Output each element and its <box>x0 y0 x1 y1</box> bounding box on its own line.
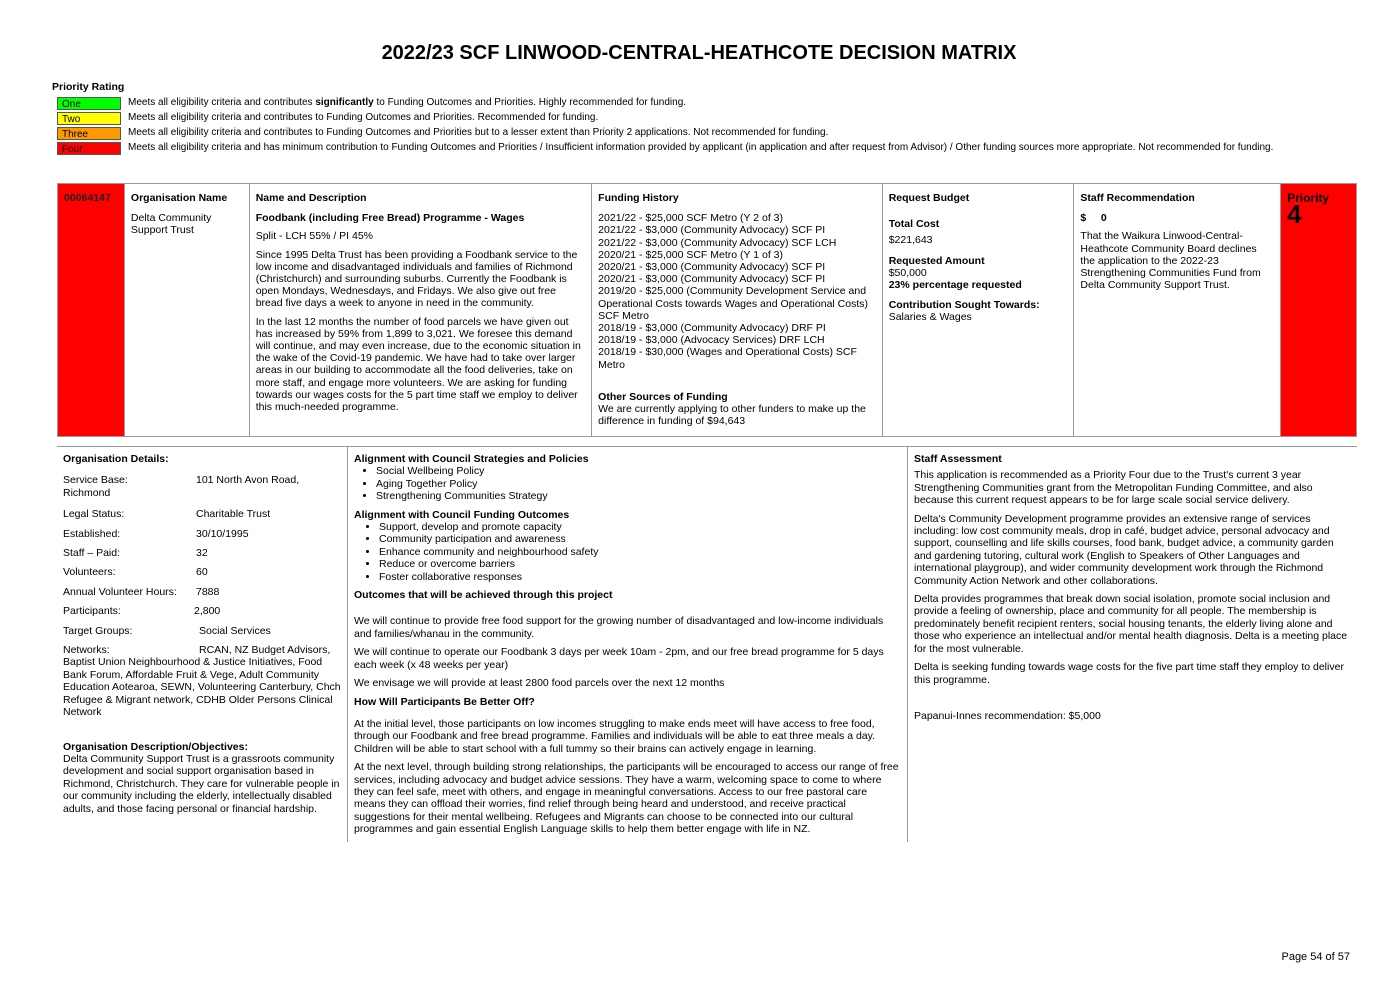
contribution-label: Contribution Sought Towards: <box>888 299 1040 312</box>
org-details-column <box>57 447 348 842</box>
better-off-p1: At the initial level, those participants on low incomes struggling to make ends meet will have access to free food, through our Foodbank and free bread programme. Families and individuals will be able to eat three meals a day. Children will be able to start school with a full tummy so their brains can actively engage in learning. <box>354 717 876 755</box>
legend-text-one-a: Meets all eligibility criteria and contributes <box>128 97 316 108</box>
funding-history-item: 2020/21 - $3,000 (Community Advocacy) SCF PI <box>598 273 826 286</box>
funding-history-item: 2018/19 - $3,000 (Community Advocacy) DRF PI <box>598 322 826 335</box>
funding-history-item: 2021/22 - $3,000 (Community Advocacy) SCF LCH <box>598 236 837 249</box>
volunteers-label: Volunteers: <box>63 566 116 579</box>
target-groups-value: Social Services <box>199 624 271 637</box>
legal-status-row <box>63 508 341 520</box>
org-name: Delta Community Support Trust <box>130 212 212 237</box>
strategy-item: • Aging Together Policy <box>376 478 901 490</box>
percentage-requested: 23% percentage requested <box>888 279 1022 292</box>
better-off-heading: How Will Participants Be Better Off? <box>354 695 535 708</box>
staff-recommendation-heading: Staff Recommendation <box>1080 192 1195 204</box>
staff-paid-label: Staff – Paid: <box>63 547 121 560</box>
strategies-list <box>354 465 901 502</box>
volunteers-row <box>63 566 341 578</box>
legal-status-label: Legal Status: <box>63 508 125 521</box>
application-row <box>57 183 1357 437</box>
priority-value: 4 <box>1287 199 1302 230</box>
outcome-item: • Community participation and awareness <box>379 533 901 545</box>
achieved-p1: We will continue to provide free food support for the growing number of disadvantaged and low-income individuals and families/whanau in the community. <box>354 615 884 640</box>
legend-row-one <box>57 97 1317 110</box>
networks-row <box>63 644 341 718</box>
priority-legend <box>57 97 1317 157</box>
achieved-p3: We envisage we will provide at least 2800 food parcels over the next 12 months <box>354 677 725 690</box>
legend-key-two: Two <box>57 112 121 125</box>
page-number: Page 54 of 57 <box>1281 951 1350 963</box>
page-title: 2022/23 SCF LINWOOD-CENTRAL-HEATHCOTE DECISION MATRIX <box>381 42 1017 64</box>
total-cost-label: Total Cost <box>888 218 940 231</box>
target-groups-row <box>63 625 341 637</box>
participants-label: Participants: <box>63 605 121 618</box>
funding-history-item: 2021/22 - $25,000 SCF Metro (Y 2 of 3) <box>598 212 783 225</box>
legend-row-two <box>57 112 1317 125</box>
legend-row-four <box>57 142 1317 155</box>
project-name: Foodbank (including Free Bread) Programme - Wages <box>255 212 525 225</box>
established-label: Established: <box>63 527 121 540</box>
requested-amount-label: Requested Amount <box>888 254 985 267</box>
assessment-p1: This application is recommended as a Priority Four due to the Trust's current 3 year Strengthening Communities grant from the Metropolitan Funding Committee, and also because this current request appears to be for large scale social service delivery. <box>914 469 1313 507</box>
org-description-heading: Organisation Description/Objectives: <box>63 740 248 753</box>
priority-rating-heading: Priority Rating <box>52 81 125 93</box>
application-id: 00064147 <box>58 184 125 436</box>
outcome-item: • Enhance community and neighbourhood safety <box>379 546 901 558</box>
funding-history-cell <box>592 184 883 436</box>
volunteer-hours-row <box>63 586 341 598</box>
assessment-p2: Delta's Community Development programme provides an extensive range of services including: low cost community meals, drop in café, budget advice, personal advocacy and support, counselling and life skills courses, food bank, budget advice, a community garden and gardening tutoring, cultural work (English to Speakers of Other Languages and international playgroup), and wider community development work through the Richmond Community Action Network and other collaborations. <box>914 512 1334 587</box>
total-cost-value: $221,643 <box>888 234 933 247</box>
legal-status-value: Charitable Trust <box>196 508 271 521</box>
funding-history-item: 2021/22 - $3,000 (Community Advocacy) SCF PI <box>598 224 826 237</box>
request-budget-cell <box>883 184 1075 436</box>
staff-recommendation-cell <box>1074 184 1281 436</box>
service-base-row <box>63 474 341 499</box>
outcome-item: • Foster collaborative responses <box>379 571 901 583</box>
strategies-heading: Alignment with Council Strategies and Policies <box>354 453 589 465</box>
funding-history-item: 2020/21 - $25,000 SCF Metro (Y 1 of 3) <box>598 248 783 261</box>
established-value: 30/10/1995 <box>196 527 249 540</box>
legend-row-three <box>57 127 1317 140</box>
description-heading: Name and Description <box>255 192 367 204</box>
requested-amount-value: $50,000 <box>888 266 927 279</box>
legend-text-two: Meets all eligibility criteria and contributes to Funding Outcomes and Priorities. Recommended for funding. <box>128 112 599 123</box>
staff-paid-row <box>63 547 341 559</box>
established-row <box>63 528 341 540</box>
outcomes-heading: Alignment with Council Funding Outcomes <box>354 508 570 521</box>
priority-cell <box>1281 184 1356 436</box>
org-details-heading: Organisation Details: <box>63 453 169 465</box>
funding-history-item: 2018/19 - $30,000 (Wages and Operational Costs) SCF Metro <box>598 346 857 371</box>
description-p2: In the last 12 months the number of food parcels we have given out has increased by 59% from 1,899 to 3,021. We foresee this demand will continue, and may even increase, due to the economic situation in the wake of the Covid-19 pandemic. We have had to take over larger areas in our building to accommodate all the food deliveries, take on more staff, and engage more volunteers. We are asking for funding towards our wages costs for the 5 part time staff we employ to deliver this much-needed programme. <box>255 315 581 414</box>
service-base-label: Service Base: <box>63 474 128 487</box>
description-p1: Since 1995 Delta Trust has been providing a Foodbank service to the low income and disadvantaged individuals and families of Richmond (Christchurch) and surrounding suburbs. Currently the Foodbank is open Mondays, Wednesdays, and Fridays. We also give out free bread five days a week to anyone in need in the community. <box>255 248 578 310</box>
better-off-p2: At the next level, through building strong relationships, the participants will be encouraged to access our range of free services, including advocacy and budget advice sessions. They have a warm, welcoming space to come to where they can feel safe, meet with others, and engage in meaningful conversations. Access to our free pastoral care means they can offload their worries, find relief through being heard and understood, and receive practical suggestions for their mental wellbeing. Refugees and Migrants can choose to be connected into our cultural programmes and gain essential English Language skills to help them better engage with life in NZ. <box>354 761 899 836</box>
outcomes-list <box>354 521 901 583</box>
other-sources-heading: Other Sources of Funding <box>598 390 728 403</box>
funding-history-item: 2018/19 - $3,000 (Advocacy Services) DRF LCH <box>598 334 825 347</box>
target-groups-label: Target Groups: <box>63 624 133 637</box>
networks-rest: Baptist Union Neighbourhood & Justice Initiatives, Food Bank Forum, Affordable Fruit & Vege, Adult Community Education Aotearoa, SEWN, Volunteering Canterbury, Chch Refugee & Migrant network, CDHB Older Persons Clinical Network <box>63 656 341 719</box>
staff-paid-value: 32 <box>196 547 208 560</box>
org-description: Delta Community Support Trust is a grassroots community development and social support organisation based in Richmond, Christchurch. They care for vulnerable people in our community including the elderly, intellectually disabled adults, and those facing personal or financial hardship. <box>63 752 340 815</box>
legend-text-three: Meets all eligibility criteria and contributes to Funding Outcomes and Priorities but to a lesser extent than Priority 2 applications. Not recommended for funding. <box>128 127 829 138</box>
legend-text-one <box>128 97 686 109</box>
split: Split - LCH 55% / PI 45% <box>255 230 374 243</box>
description-cell <box>250 184 592 436</box>
legend-key-three: Three <box>57 127 121 140</box>
volunteer-hours-value: 7888 <box>196 585 220 598</box>
achieved-p2: We will continue to operate our Foodbank 3 days per week 10am - 2pm, and our free bread programme for 5 days each week (x 48 weeks per year) <box>354 646 884 671</box>
request-budget-heading: Request Budget <box>888 192 970 204</box>
details-section <box>57 446 1357 842</box>
networks-label: Networks: <box>63 644 110 657</box>
networks-first: RCAN, NZ Budget Advisors, <box>199 644 331 657</box>
priority-label: Priority <box>1287 191 1330 205</box>
outcome-item: • Support, develop and promote capacity <box>379 521 901 533</box>
assessment-p3: Delta provides programmes that break down social isolation, promote social inclusion and provide a feeling of ownership, place and community for all people. The membership is predominately benefit recipient renters, social housing tenants, the elderly living alone and those who experience an intellectual and/or mental health diagnosis. Delta is a meeting place for the most vulnerable. <box>914 593 1348 655</box>
staff-assessment-column <box>908 447 1357 842</box>
legend-text-one-bold: significantly <box>315 97 374 108</box>
staff-assessment-heading: Staff Assessment <box>914 453 1002 465</box>
outcome-item: • Reduce or overcome barriers <box>379 558 901 570</box>
volunteers-value: 60 <box>196 566 208 579</box>
org-name-heading: Organisation Name <box>130 192 228 204</box>
assessment-p5: Papanui-Innes recommendation: $5,000 <box>914 709 1101 722</box>
participants-value: 2,800 <box>194 605 221 618</box>
strategy-item: • Strengthening Communities Strategy <box>376 490 901 502</box>
funding-history-item: 2019/20 - $25,000 (Community Development Service and Operational Costs towards Wages and Operational Costs) SCF Metro <box>598 285 868 322</box>
funding-history-heading: Funding History <box>598 192 679 204</box>
volunteer-hours-label: Annual Volunteer Hours: <box>63 585 177 598</box>
staff-recommendation-text: That the Waikura Linwood-Central-Heathcote Community Board declines the application to the 2022-23 Strengthening Communities Fund from Delta Community Support Trust. <box>1080 230 1261 292</box>
achieved-heading: Outcomes that will be achieved through this project <box>354 589 613 602</box>
strategy-item: • Social Wellbeing Policy <box>376 465 901 477</box>
legend-text-four: Meets all eligibility criteria and has minimum contribution to Funding Outcomes and Priorities / Insufficient information provided by applicant (in application and after request from Advisor) / Other funding sources more appropriate. Not recommended for funding. <box>128 142 1274 153</box>
legend-key-one: One <box>57 97 121 110</box>
alignment-column <box>348 447 908 842</box>
org-name-cell <box>125 184 250 436</box>
staff-recommended-amount: $ 0 <box>1080 212 1107 225</box>
legend-key-four: Four <box>57 142 121 155</box>
legend-text-one-b: to Funding Outcomes and Priorities. Highly recommended for funding. <box>373 97 687 108</box>
other-sources-text: We are currently applying to other funders to make up the difference in funding of $94,643 <box>598 403 866 428</box>
funding-history-item: 2020/21 - $3,000 (Community Advocacy) SCF PI <box>598 261 826 274</box>
contribution-value: Salaries & Wages <box>888 311 972 324</box>
assessment-p4: Delta is seeking funding towards wage costs for the five part time staff they employ to deliver this programme. <box>914 661 1344 686</box>
participants-row <box>63 605 341 617</box>
service-base-value: 101 North Avon Road, Richmond <box>63 474 300 499</box>
